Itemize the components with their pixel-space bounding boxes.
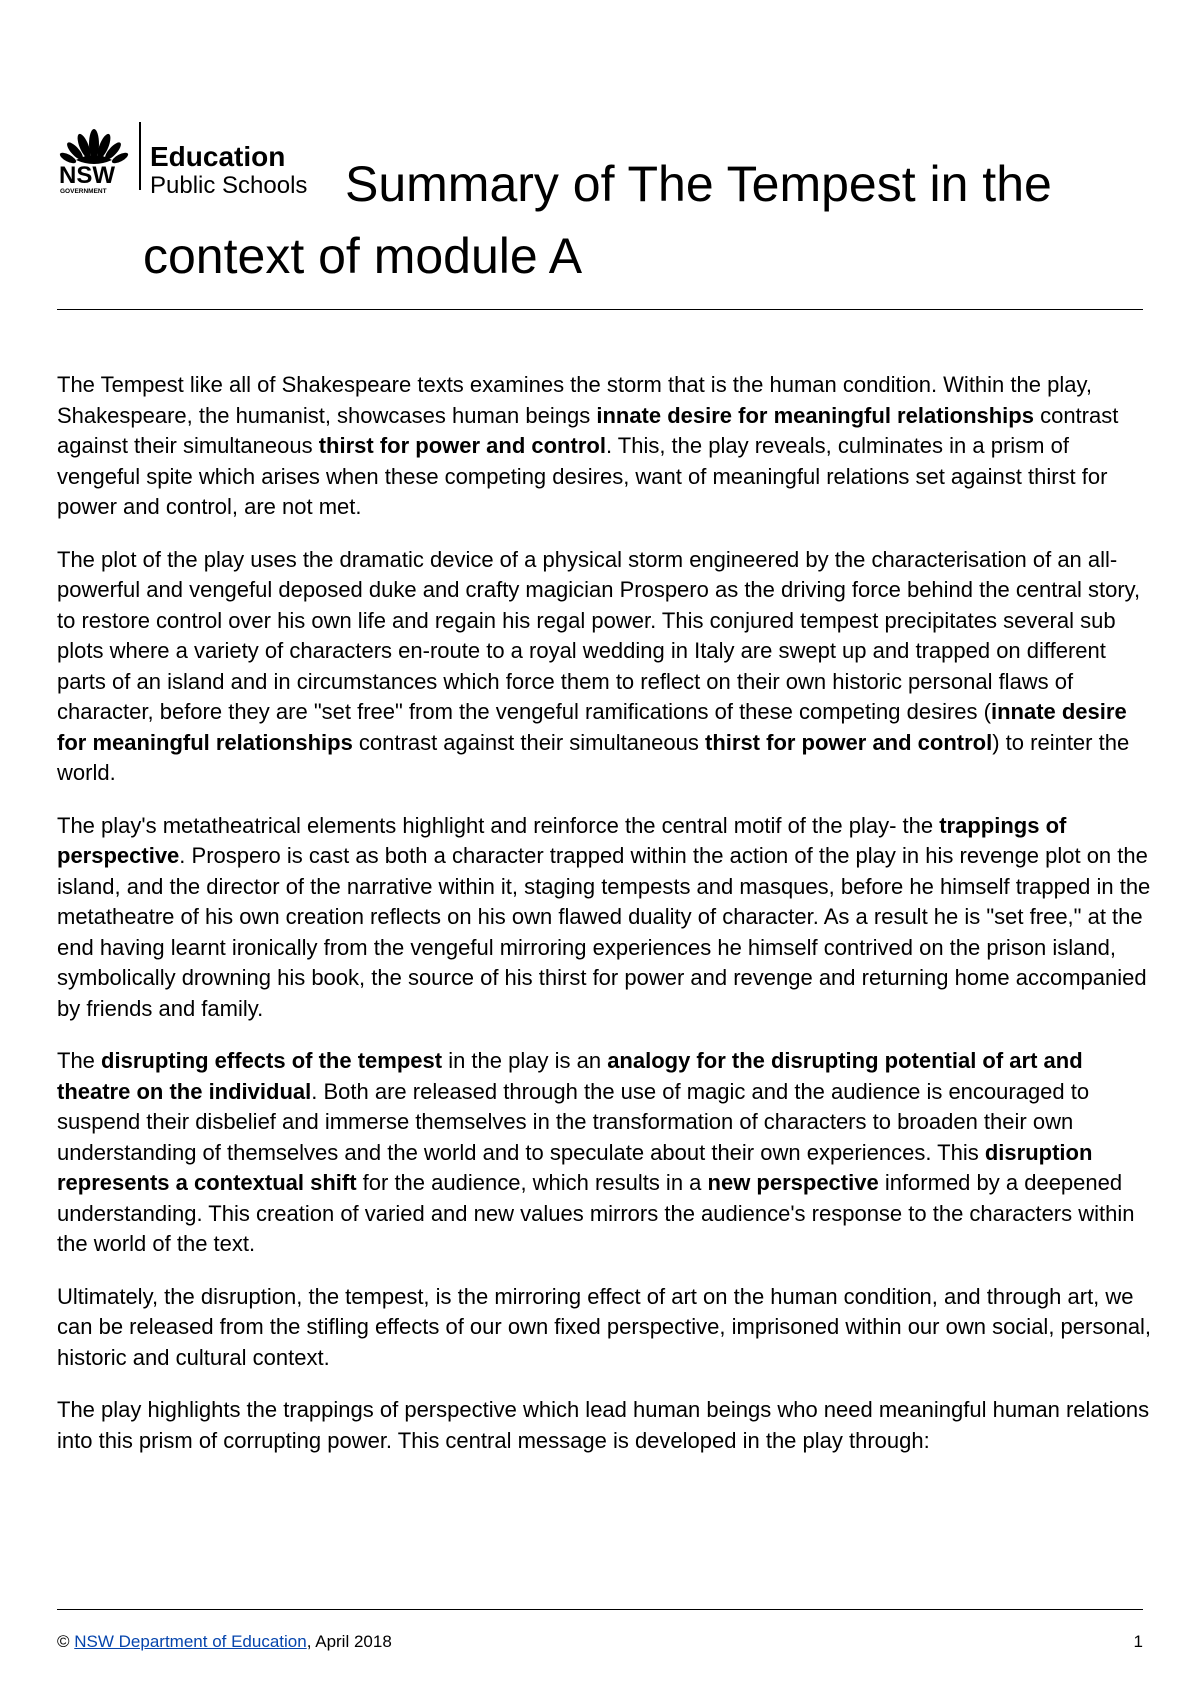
logo-wordmark: NSW — [59, 162, 115, 189]
nsw-department-link[interactable]: NSW Department of Education — [74, 1632, 307, 1651]
page-title: Summary of The Tempest in the context of module A — [143, 156, 1052, 284]
page-number: 1 — [1133, 1632, 1143, 1651]
document-body — [57, 370, 1152, 1478]
footer-date: , April 2018 — [306, 1632, 392, 1651]
logo-public-schools-text: Public Schools — [150, 172, 308, 199]
footer-divider — [57, 1609, 1143, 1610]
paragraph-6: The play highlights the trappings of perspective which lead human beings who need meaningful human relations into this prism of corrupting power. This central message is developed in the play through: — [57, 1397, 1150, 1453]
logo-government-text: GOVERNMENT — [60, 188, 107, 195]
page-footer — [57, 1627, 1143, 1657]
paragraph-2: The plot of the play uses the dramatic device of a physical storm engineered by the characterisation of an all-powerful and vengeful deposed duke and crafty magician Prospero as the driving force behind the central story, to restore control over his own life and regain his regal power. This conjured tempest precipitates several sub plots where a variety of characters en-route to a royal wedding in Italy are swept up and trapped on different parts of an island and in circumstances which force them to reflect on their own historic personal flaws of character, before they are "set free" from the vengeful ramifications of these competing desires (innate desire for meaningful relationships contrast against their simultaneous thirst for power and control) to reinter the world. — [57, 546, 1141, 785]
logo-education-text: Education — [150, 141, 286, 172]
paragraph-5: Ultimately, the disruption, the tempest, is the mirroring effect of art on the human condition, and through art, we can be released from the stifling effects of our own fixed perspective, imprisoned within our own social, personal, historic and cultural context. — [57, 1283, 1152, 1370]
paragraph-3: The play's metatheatrical elements highlight and reinforce the central motif of the play- the trappings of perspective. Prospero is cast as both a character trapped within the action of the play in his revenge plot on the island, and the director of the narrative within it, staging tempests and masques, before he himself trapped in the metatheatre of his own creation reflects on his own flawed duality of character. As a result he is "set free," at the end having learnt ironically from the vengeful mirroring experiences he himself contrived on the prison island, symbolically drowning his book, the source of his thirst for power and revenge and returning home accompanied by friends and family. — [57, 812, 1151, 1021]
header-divider — [57, 309, 1143, 310]
paragraph-4: The disrupting effects of the tempest in the play is an analogy for the disrupting potential of art and theatre on the individual. Both are released through the use of magic and the audience is encouraged to suspend their disbelief and immerse themselves in the transformation of characters to broaden their own understanding of themselves and the world and to speculate about their own experiences. This disruption represents a contextual shift for the audience, which results in a new perspective informed by a deepened understanding. This creation of varied and new values mirrors the audience's response to the characters within the world of the text. — [57, 1048, 1135, 1256]
paragraph-1: The Tempest like all of Shakespeare texts examines the storm that is the human condition. Within the play, Shakespeare, the humanist, showcases human beings innate desire for meaningful relationships contrast against their simultaneous thirst for power and control. This, the play reveals, culminates in a prism of vengeful spite which arises when these competing desires, want of meaningful relations set against thirst for power and control, are not met. — [57, 372, 1119, 519]
copyright-symbol: © — [57, 1632, 70, 1651]
